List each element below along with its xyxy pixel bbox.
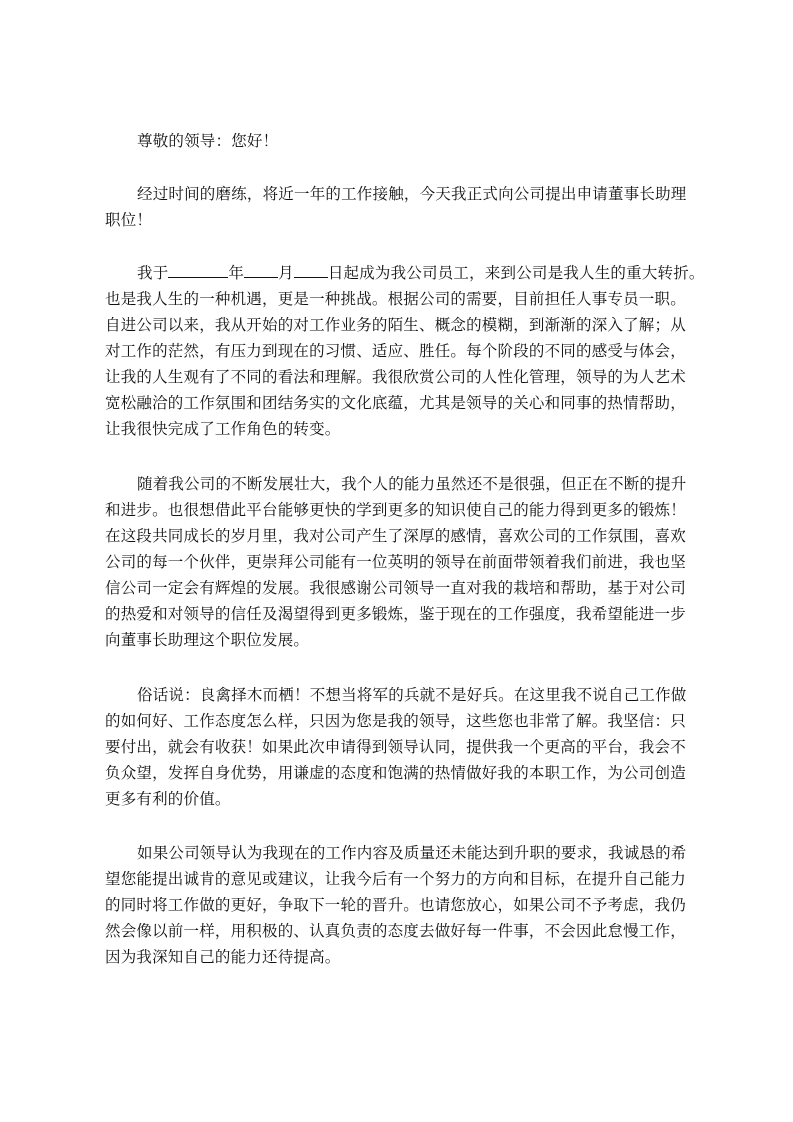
para5-line: 因为我深知自己的能力还待提高。 <box>105 948 341 966</box>
text-segment: 月 <box>278 264 294 282</box>
para5-line: 望您能提出诚肯的意见或建议，让我今后有一个努力的方向和目标，在提升自己能力 <box>105 870 686 888</box>
para3-line: 随着我公司的不断发展壮大，我个人的能力虽然还不是很强，但正在不断的提升 <box>137 475 687 493</box>
para4-line: 要付出，就会有收获！如果此次申请得到领导认同，提供我一个更高的平台，我会不 <box>105 738 686 756</box>
text-segment: 日起成为我公司员工，来到公司是我人生的重大转折。 <box>327 264 705 282</box>
para4-line: 的如何好、工作态度怎么样，只因为您是我的领导，这些您也非常了解。我坚信：只 <box>105 712 686 730</box>
para3-line: 在这段共同成长的岁月里，我对公司产生了深厚的感情，喜欢公司的工作氛围，喜欢 <box>105 527 686 545</box>
para2-first-line <box>137 263 705 283</box>
para2-line: 也是我人生的一种机遇，更是一种挑战。根据公司的需要，目前担任人事专员一职。 <box>105 290 686 308</box>
para3-line: 向董事长助理这个职位发展。 <box>105 631 310 649</box>
para2-line: 自进公司以来，我从开始的对工作业务的陌生、概念的模糊，到渐渐的深入了解；从 <box>105 316 686 334</box>
para2-line: 对工作的茫然，有压力到现在的习惯、适应、胜任。每个阶段的不同的感受与体会， <box>105 342 686 360</box>
para5-line: 然会像以前一样，用积极的、认真负责的态度去做好每一件事，不会因此怠慢工作， <box>105 922 686 940</box>
text-segment: 我于 <box>137 264 169 282</box>
para4-line: 负众望，发挥自身优势，用谦虚的态度和饱满的热情做好我的本职工作，为公司创造 <box>105 764 686 782</box>
date-blank-year <box>168 263 228 278</box>
para5-line: 的同时将工作做的更好，争取下一轮的晋升。也请您放心，如果公司不予考虑，我仍 <box>105 896 686 914</box>
greeting: 尊敬的领导：您好！ <box>137 132 279 150</box>
para1-line: 职位！ <box>105 211 153 229</box>
text-segment: 年 <box>228 264 245 282</box>
date-blank-day <box>294 263 328 278</box>
para1-line: 经过时间的磨练，将近一年的工作接触，今天我正式向公司提出申请董事长助理 <box>137 185 687 203</box>
para4-line: 更多有利的价值。 <box>105 790 231 808</box>
para2-line: 宽松融洽的工作氛围和团结务实的文化底蕴，尤其是领导的关心和同事的热情帮助， <box>105 394 686 412</box>
para3-line: 公司的每一个伙伴，更崇拜公司能有一位英明的领导在前面带领着我们前进，我也坚 <box>105 553 686 571</box>
para3-line: 信公司一定会有辉煌的发展。我很感谢公司领导一直对我的栽培和帮助，基于对公司 <box>105 579 686 597</box>
para2-line: 让我的人生观有了不同的看法和理解。我很欣赏公司的人性化管理，领导的为人艺术 <box>105 368 686 386</box>
para4-line: 俗话说：良禽择木而栖！不想当将军的兵就不是好兵。在这里我不说自己工作做 <box>137 686 687 704</box>
para2-line: 让我很快完成了工作角色的转变。 <box>105 420 341 438</box>
date-blank-month <box>244 263 278 278</box>
para5-line: 如果公司领导认为我现在的工作内容及质量还未能达到升职的要求，我诚恳的希 <box>137 844 687 862</box>
para3-line: 和进步。也很想借此平台能够更快的学到更多的知识使自己的能力得到更多的锻炼！ <box>105 501 686 519</box>
para3-line: 的热爱和对领导的信任及渴望得到更多锻炼，鉴于现在的工作强度，我希望能进一步 <box>105 605 686 623</box>
